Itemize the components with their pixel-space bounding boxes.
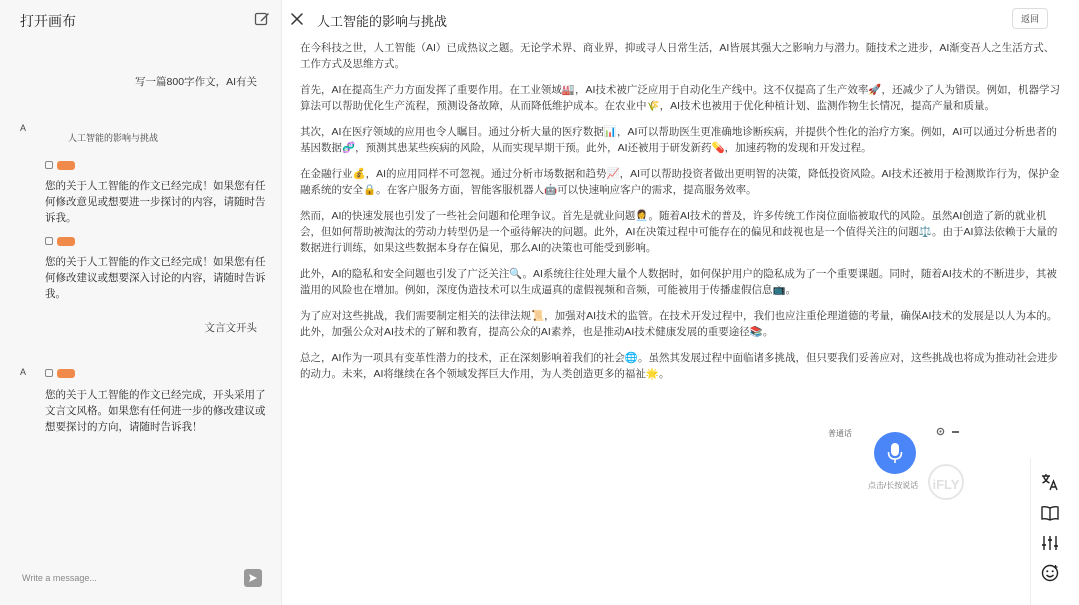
close-icon[interactable] (290, 12, 304, 26)
ai-artifact-title[interactable]: 人工智能的影响与挑战 (68, 133, 159, 143)
document-paragraph: 首先，AI在提高生产力方面发挥了重要作用。在工业领域🏭，AI技术被广泛应用于自动化生产线中。这不仅提高了生产效率🚀，还减少了人为错误。例如，机器学习算法可以帮助优化生产流程，预测设备故障，从而降低维护成本。在农业中🌾，AI技术也被用于优化种植计划、监测作物生长情况，提高产量和质量。 (300, 84, 1060, 112)
message-tools (45, 368, 75, 378)
voice-input-button[interactable] (874, 432, 916, 474)
document-paragraph: 然而，AI的快速发展也引发了一些社会问题和伦理争议。首先是就业问题👩‍💼。随着AI技术的普及，许多传统工作岗位面临被取代的风险。虽然AI创造了新的就业机会，但如何帮助被淘汰的劳动力转型仍是一个亟待解决的问题。此外，AI在决策过程中可能存在的偏见和歧视也是一个值得关注的问题⚖️。由于AI算法依赖于大量的数据进行训练，如果这些数据本身存在偏见，那么AI的决策也可能受到影响。 (300, 210, 1058, 254)
minimize-icon[interactable] (952, 431, 959, 433)
open-link-icon[interactable] (45, 161, 53, 169)
message-input[interactable] (10, 566, 236, 590)
ai-avatar: A (20, 123, 27, 133)
voice-hint: 点击/长按说话 (868, 481, 919, 490)
open-link-icon[interactable] (45, 369, 53, 377)
model-badge[interactable] (57, 161, 75, 170)
gear-icon[interactable] (936, 427, 945, 436)
message-composer (10, 566, 272, 592)
message-tools (45, 160, 75, 170)
document-paragraph: 在金融行业💰，AI的应用同样不可忽视。通过分析市场数据和趋势📈，AI可以帮助投资者做出更明智的决策，降低投资风险。AI技术还被用于检测欺诈行为，保护金融系统的安全🔒。在客户服务方面，智能客服机器人🤖可以快速响应客户的需求，提高服务效率。 (300, 168, 1060, 196)
voice-language-select[interactable]: 普通话 (828, 429, 852, 438)
ifly-logo-text: iFLY (932, 477, 960, 492)
document-paragraph: 其次，AI在医疗领域的应用也令人瞩目。通过分析大量的医疗数据📊，AI可以帮助医生更准确地诊断疾病，并提供个性化的治疗方案。例如，AI可以通过分析患者的基因数据🧬，预测其患某些疾病的风险，从而实现早期干预。此外，AI还被用于研发新药💊，加速药物的发现和开发过程。 (300, 126, 1057, 154)
send-icon (248, 573, 258, 583)
document-paragraph: 总之，AI作为一项具有变革性潜力的技术，正在深刻影响着我们的社会🌐。虽然其发展过程中面临诸多挑战，但只要我们妥善应对，这些挑战也将成为推动社会进步的动力。未来，AI将继续在各个领域发挥巨大作用，为人类创造更多的福祉🌟。 (300, 352, 1058, 380)
model-badge[interactable] (57, 369, 75, 378)
chat-panel-header (0, 0, 282, 38)
document-paragraph: 此外，AI的隐私和安全问题也引发了广泛关注🔍。AI系统往往处理大量个人数据时，如何保护用户的隐私成为了一个重要课题。同时，随着AI技术的不断进步，其被滥用的风险也在增加。例如，深度伪造技术可以生成逼真的虚假视频和音频，可能被用于传播虚假信息📺。 (300, 268, 1057, 296)
document-paragraph: 在今科技之世，人工智能（AI）已成热议之题。无论学术界、商业界，抑或寻人日常生活，AI皆展其强大之影响力与潜力。随技术之进步，AI渐变吾人之生活方式、工作方式及思维方式。 (300, 42, 1055, 70)
emoji-icon[interactable] (1040, 563, 1060, 583)
open-link-icon[interactable] (45, 237, 53, 245)
document-paragraph: 为了应对这些挑战，我们需要制定相关的法律法规📜，加强对AI技术的监管。在技术开发过程中，我们也应注重伦理道德的考量，确保AI技术的发展是以人为本的。此外，加强公众对AI技术的了解和教育，提高公众的AI素养，也是推动AI技术健康发展的重要途径📚。 (300, 310, 1058, 338)
back-button[interactable]: 返回 (1012, 8, 1048, 29)
ai-message: 您的关于人工智能的作文已经完成，开头采用了文言文风格。如果您有任何进一步的修改建议或想要探讨的方向，请随时告诉我！ (45, 389, 266, 433)
document-title: 人工智能的影响与挑战 (317, 14, 448, 29)
tool-column-divider (1030, 458, 1031, 605)
open-canvas-title[interactable]: 打开画布 (20, 13, 76, 29)
user-message: 写一篇800字作文，AI有关 (135, 76, 257, 88)
ai-avatar: A (20, 367, 27, 377)
book-icon[interactable] (1040, 503, 1060, 523)
model-badge[interactable] (57, 237, 75, 246)
sliders-icon[interactable] (1040, 533, 1060, 553)
microphone-icon (887, 442, 903, 464)
document-body[interactable] (300, 40, 1060, 392)
canvas-panel (282, 0, 1079, 605)
ai-message: 您的关于人工智能的作文已经完成！如果您有任何修改建议或想要深入讨论的内容，请随时告诉我。 (45, 256, 266, 300)
translate-icon[interactable] (1040, 472, 1060, 492)
ai-message: 您的关于人工智能的作文已经完成！如果您有任何修改意见或想要进一步探讨的内容，请随时告诉我。 (45, 180, 266, 224)
edit-icon[interactable] (254, 11, 270, 27)
ifly-logo (922, 464, 970, 500)
send-button[interactable] (244, 569, 262, 587)
user-message: 文言文开头 (204, 322, 257, 334)
message-tools (45, 236, 75, 246)
chat-panel (0, 0, 282, 605)
